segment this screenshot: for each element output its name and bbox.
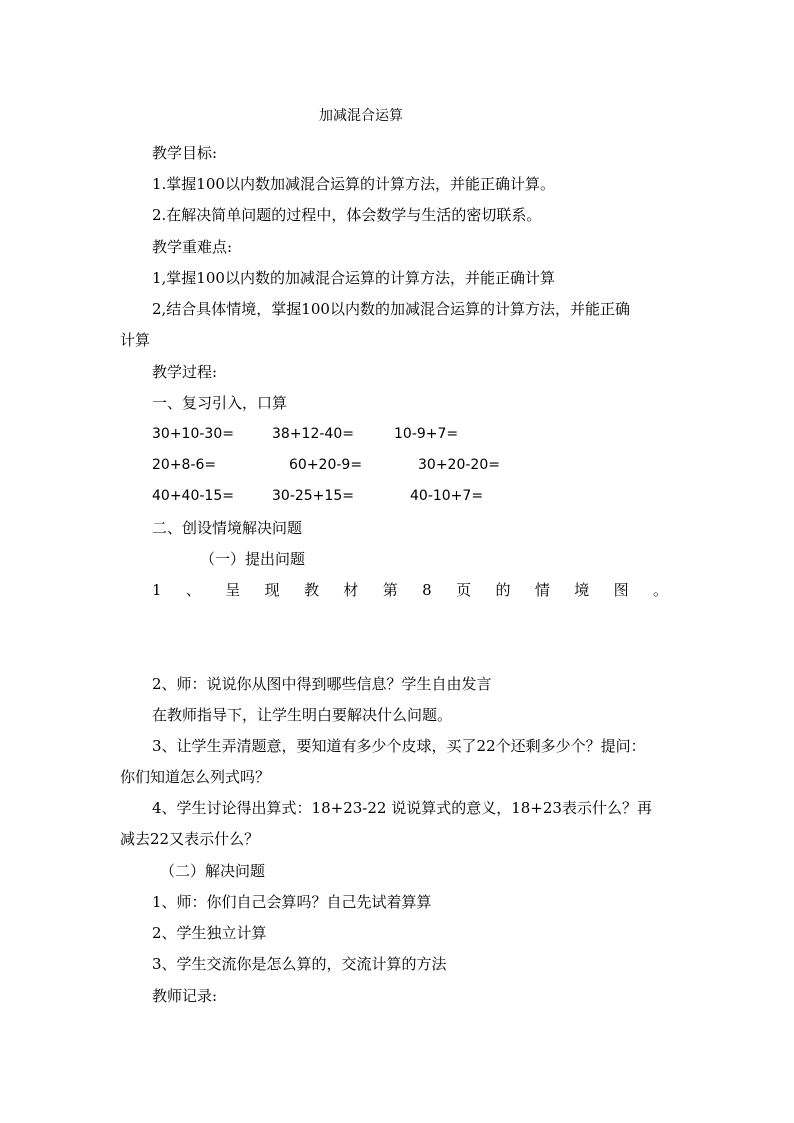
step1-char: 图: [613, 581, 629, 599]
key-point-item: 1,掌握100以内数的加减混合运算的计算方法，并能正确计算: [152, 269, 555, 287]
step2: 2、师：说说你从图中得到哪些信息？学生自由发言: [152, 675, 492, 693]
sub1-heading: （一）提出问题: [200, 550, 306, 568]
oral-calc-cell: 20+8-6=: [152, 457, 217, 473]
oral-calc-cell: 30+20-20=: [418, 457, 500, 473]
section1-heading: 一、复习引入，口算: [152, 394, 288, 412]
oral-calc-cell: 60+20-9=: [289, 457, 363, 473]
oral-calc-cell: 40-10+7=: [410, 488, 484, 504]
solve-step: 3、学生交流你是怎么算的，交流计算的方法: [152, 955, 447, 973]
process-heading: 教学过程:: [152, 363, 218, 381]
key-point-item: 2,结合具体情境，掌握100以内数的加减混合运算的计算方法，并能正确: [152, 300, 630, 318]
oral-calc-cell: 40+40-15=: [152, 488, 234, 504]
section2-heading: 二、创设情境解决问题: [152, 519, 303, 537]
step1-char: 页: [456, 581, 472, 599]
solve-step: 2、学生独立计算: [152, 924, 267, 942]
step1-char: 情: [534, 581, 550, 599]
step4-line2: 减去22又表示什么？: [120, 830, 260, 848]
oral-calc-cell: 10-9+7=: [394, 426, 459, 442]
key-point-item-continued: 计算: [120, 331, 151, 349]
objective-item: 1.掌握100以内数加减混合运算的计算方法，并能正确计算。: [152, 175, 555, 193]
sub2-heading: （二）解决问题: [160, 862, 266, 880]
step1-char: 的: [495, 581, 511, 599]
oral-calc-cell: 30-25+15=: [272, 488, 354, 504]
step1-char: 。: [652, 581, 668, 599]
step1-char: 呈: [225, 581, 241, 599]
step1-char: 8: [422, 581, 432, 599]
record-label: 教师记录:: [152, 987, 218, 1005]
step4-line1: 4、学生讨论得出算式：18+23-22 说说算式的意义，18+23表示什么？再: [152, 799, 652, 817]
page-title: 加减混合运算: [319, 108, 403, 124]
key-points-heading: 教学重难点:: [152, 238, 233, 256]
solve-step: 1、师：你们自己会算吗？自己先试着算算: [152, 893, 432, 911]
step3-line2: 你们知道怎么列式吗？: [120, 768, 271, 786]
objectives-heading: 教学目标:: [152, 144, 218, 162]
step1-line: [152, 580, 668, 600]
step2b: 在教师指导下，让学生明白要解决什么问题。: [152, 706, 453, 724]
step1-char: 教: [304, 581, 320, 599]
step1-char: 现: [264, 581, 280, 599]
step1-char: 材: [343, 581, 359, 599]
step1-char: 第: [382, 581, 398, 599]
objective-item: 2.在解决简单问题的过程中，体会数学与生活的密切联系。: [152, 206, 542, 224]
step1-char: 1: [152, 581, 162, 599]
step1-char: 、: [185, 581, 201, 599]
step3-line1: 3、让学生弄清题意，要知道有多少个皮球，买了22个还剩多少个？提问：: [152, 737, 646, 755]
step1-char: 境: [574, 581, 590, 599]
oral-calc-cell: 38+12-40=: [272, 426, 354, 442]
oral-calc-cell: 30+10-30=: [152, 426, 234, 442]
